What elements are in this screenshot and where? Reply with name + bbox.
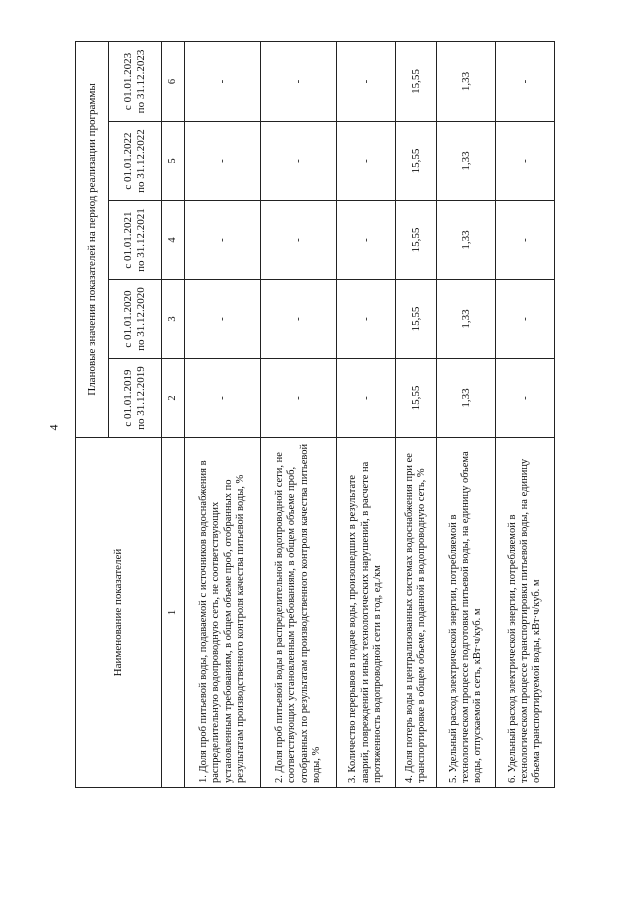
name-column-header: Наименование показателей [76,438,162,788]
table-row [185,41,261,787]
indicator-value: - [261,122,337,201]
table-row [337,41,396,787]
indicator-value: - [185,280,261,359]
period-header: с 01.01.2021 по 31.12.2021 [109,201,162,280]
rotated-table-wrapper [75,42,555,788]
indicator-value: - [496,201,555,280]
period-header: с 01.01.2020 по 31.12.2020 [109,280,162,359]
indicator-value: - [261,280,337,359]
indicator-value: 1,33 [437,280,496,359]
indicator-value: - [185,201,261,280]
indicator-value: 15,55 [395,359,437,438]
indicator-value: - [337,359,396,438]
indicators-table [75,41,555,788]
indicator-value: 15,55 [395,201,437,280]
indicator-value: 15,55 [395,122,437,201]
indicator-value: - [185,41,261,121]
period-header: с 01.01.2019 по 31.12.2019 [109,359,162,438]
indicator-name: 6. Удельный расход электрической энергии, потребляемой в технологическом процессе транспортировки питьевой воды, на единицу объема транспортируемой воды, кВт·ч/куб. м [496,438,555,788]
indicator-value: - [261,201,337,280]
indicator-name: 1. Доля проб питьевой воды, подаваемой с источников водоснабжения в распределительную водопроводную сеть, не соответствующих установленным требованиям, в общем объеме проб, отобранных по результатам производственного контроля качества питьевой воды, % [185,438,261,788]
indicator-value: - [337,122,396,201]
indicator-value: 15,55 [395,280,437,359]
table-row [437,41,496,787]
indicator-name: 2. Доля проб питьевой воды в распределительной водопроводной сети, не соответствующих установленным требованиям, в общем объеме проб, отобранных по результатам производственного контроля качества питьевой воды, % [261,438,337,788]
page-number: 4 [46,424,61,431]
indicator-value: - [337,201,396,280]
indicator-value: 1,33 [437,122,496,201]
indicator-value: - [337,41,396,121]
indicator-value: 1,33 [437,201,496,280]
indicator-value: - [185,359,261,438]
indicator-value: - [496,280,555,359]
period-header: с 01.01.2022 по 31.12.2022 [109,122,162,201]
column-number-row [162,41,185,787]
indicator-name: 3. Количество перерывов в подаче воды, произошедших в результате аварий, повреждений и иных технологических нарушений, в расчете на протяженность водопроводной сети в год, ед./км [337,438,396,788]
column-number: 3 [162,280,185,359]
indicator-name: 4. Доля потерь воды в централизованных системах водоснабжения при ее транспортировке в общем объеме, поданной в водопроводную сеть, % [395,438,437,788]
indicator-value: 1,33 [437,41,496,121]
plan-values-header: Плановые значения показателей на период реализации программы [76,41,109,437]
indicator-value: - [496,359,555,438]
indicator-value: - [496,41,555,121]
table-row [496,41,555,787]
column-number: 6 [162,41,185,121]
header-row [76,41,109,787]
table-row [261,41,337,787]
indicator-value: - [185,122,261,201]
indicator-value: 1,33 [437,359,496,438]
column-number: 1 [162,438,185,788]
indicator-name: 5. Удельный расход электрической энергии, потребляемой в технологическом процессе подготовки питьевой воды, на единицу объема воды, отпускаемой в сеть, кВт·ч/куб. м [437,438,496,788]
indicator-value: - [261,359,337,438]
indicator-value: - [496,122,555,201]
column-number: 5 [162,122,185,201]
indicator-value: 15,55 [395,41,437,121]
column-number: 4 [162,201,185,280]
period-header: с 01.01.2023 по 31.12.2023 [109,41,162,121]
table-row [395,41,437,787]
indicator-value: - [337,280,396,359]
indicator-value: - [261,41,337,121]
column-number: 2 [162,359,185,438]
